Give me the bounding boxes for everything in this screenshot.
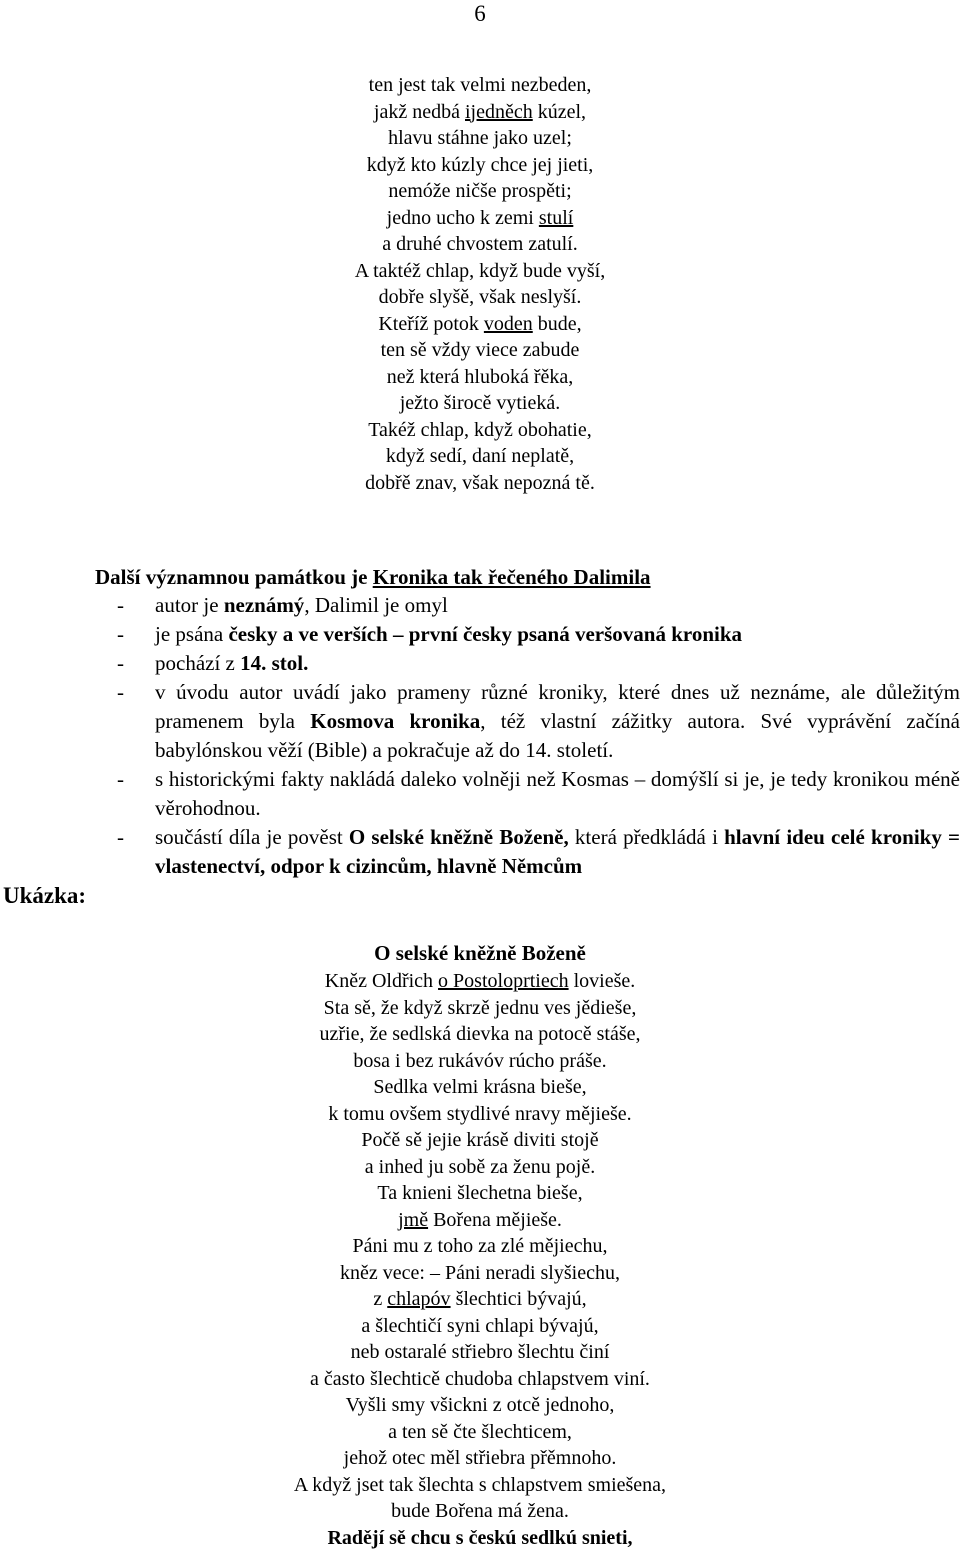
underlined-word: voden	[484, 313, 533, 335]
verse-line: Kněz Oldřich o Postoloprtiech lovieše.	[0, 968, 960, 995]
bullet-dash: -	[117, 765, 124, 794]
verse-line: když kto kúzly chce jej jieti,	[0, 152, 960, 179]
list-item	[95, 649, 960, 678]
item-bold: Kosmova kronika	[310, 709, 480, 733]
verse-line: Takéž chlap, když obohatie,	[0, 417, 960, 444]
item-bold: 14. stol.	[240, 651, 308, 675]
verse-line: ježto širocě vytieká.	[0, 390, 960, 417]
verse-line: uzřie, že sedlská dievka na potocě stáše,	[0, 1021, 960, 1048]
verse-line: A taktéž chlap, když bude vyší,	[0, 258, 960, 285]
poem-excerpt	[0, 72, 960, 496]
verse-line: z chlapóv šlechtici bývajú,	[0, 1286, 960, 1313]
underlined-word: chlapóv	[387, 1288, 450, 1310]
verse-line: dobře slyšě, však neslyší.	[0, 284, 960, 311]
verse-line: ten sě vždy viece zabude	[0, 337, 960, 364]
underlined-word: ijedněch	[465, 101, 533, 123]
verse-line: dobřě znav, však nepozná tě.	[0, 470, 960, 497]
bullet-dash: -	[117, 678, 124, 707]
verse-line: než která hluboká řěka,	[0, 364, 960, 391]
verse-line: ten jest tak velmi nezbeden,	[0, 72, 960, 99]
section-heading	[95, 563, 960, 591]
verse-line: jakž nedbá ijedněch kúzel,	[0, 99, 960, 126]
item-bold: O selské kněžně Boženě,	[349, 825, 569, 849]
verse-line: neb ostaralé střiebro šlechtu činí	[0, 1339, 960, 1366]
poem-title: O selské kněžně Boženě	[0, 938, 960, 968]
item-text: která předkládá i	[569, 825, 724, 849]
underlined-word: stulí	[539, 207, 573, 229]
underlined-word: jmě	[398, 1209, 428, 1231]
verse-line: a ten sě čte šlechticem,	[0, 1419, 960, 1446]
verse-line: A když jset tak šlechta s chlapstvem smiešena,	[0, 1472, 960, 1499]
verse-line: a šlechtičí syni chlapi bývajú,	[0, 1313, 960, 1340]
item-text: pochází z	[155, 651, 240, 675]
verse-line: jmě Bořena mějieše.	[0, 1207, 960, 1234]
verse-line: jehož otec měl střiebra přěmnoho.	[0, 1445, 960, 1472]
verse-line: bude Bořena má žena.	[0, 1498, 960, 1525]
verse-line: Vyšli smy všickni z otcě jednoho,	[0, 1392, 960, 1419]
item-text: autor je	[155, 593, 224, 617]
page-number: 6	[0, 0, 960, 28]
verse-line: Ta knieni šlechetna bieše,	[0, 1180, 960, 1207]
list-item	[95, 620, 960, 649]
verse-line: a často šlechticě chudoba chlapstvem viní.	[0, 1366, 960, 1393]
poem-bozena	[0, 938, 960, 1551]
item-text: je psána	[155, 622, 228, 646]
chronicle-title-link: Kronika tak řečeného Dalimila	[373, 565, 651, 589]
verse-line: Kteříž potok voden bude,	[0, 311, 960, 338]
notes-list	[95, 591, 960, 881]
bullet-dash: -	[117, 620, 124, 649]
item-text: , též vlastní zážitky autora. Své vyprávění začíná babylónskou věží (Bible) a pokračuje až do 14. století.	[155, 709, 960, 762]
item-text: součástí díla je pověst	[155, 825, 349, 849]
example-label: Ukázka:	[3, 881, 86, 911]
verse-line: Počě sě jejie krásě diviti stojě	[0, 1127, 960, 1154]
item-text: , Dalimil je omyl	[304, 593, 447, 617]
list-item	[95, 823, 960, 881]
list-item	[95, 591, 960, 620]
item-text: s historickými fakty nakládá daleko volněji než Kosmas – domýšlí si je, je tedy kronikou méně věrohodnou.	[155, 767, 960, 820]
list-item	[95, 678, 960, 765]
verse-line: bosa i bez rukávóv rúcho práše.	[0, 1048, 960, 1075]
item-bold: česky a ve verších – první česky psaná veršovaná kronika	[228, 622, 742, 646]
item-bold: neznámý	[224, 593, 305, 617]
verse-line: a inhed ju sobě za ženu pojě.	[0, 1154, 960, 1181]
verse-line: k tomu ovšem stydlivé nravy mějieše.	[0, 1101, 960, 1128]
heading-prefix: Další významnou památkou je	[95, 565, 373, 589]
verse-line: Sedlka velmi krásna bieše,	[0, 1074, 960, 1101]
verse-line: hlavu stáhne jako uzel;	[0, 125, 960, 152]
verse-line: Sta sě, že když skrzě jednu ves jědieše,	[0, 995, 960, 1022]
poem-last-line: Radějí sě chcu s českú sedlkú snieti,	[0, 1525, 960, 1551]
verse-line: kněz vece: – Páni neradi slyšiechu,	[0, 1260, 960, 1287]
item-text: v úvodu autor uvádí jako prameny různé kroniky, které dnes už neznáme, ale důležitým pramenem byla	[155, 680, 960, 733]
verse-line: Páni mu z toho za zlé mějiechu,	[0, 1233, 960, 1260]
bullet-dash: -	[117, 823, 124, 852]
verse-line: nemóže ničše prospěti;	[0, 178, 960, 205]
bullet-dash: -	[117, 591, 124, 620]
verse-line: když sedí, daní neplatě,	[0, 443, 960, 470]
verse-line: a druhé chvostem zatulí.	[0, 231, 960, 258]
underlined-word: o Postoloprtiech	[438, 970, 569, 992]
verse-line: jedno ucho k zemi stulí	[0, 205, 960, 232]
chronicle-section	[95, 563, 960, 881]
list-item	[95, 765, 960, 823]
bullet-dash: -	[117, 649, 124, 678]
poem-lines	[0, 968, 960, 1525]
item-bold: hlavní ideu celé kroniky = vlastenectví, odpor k cizincům, hlavně Němcům	[155, 825, 960, 878]
